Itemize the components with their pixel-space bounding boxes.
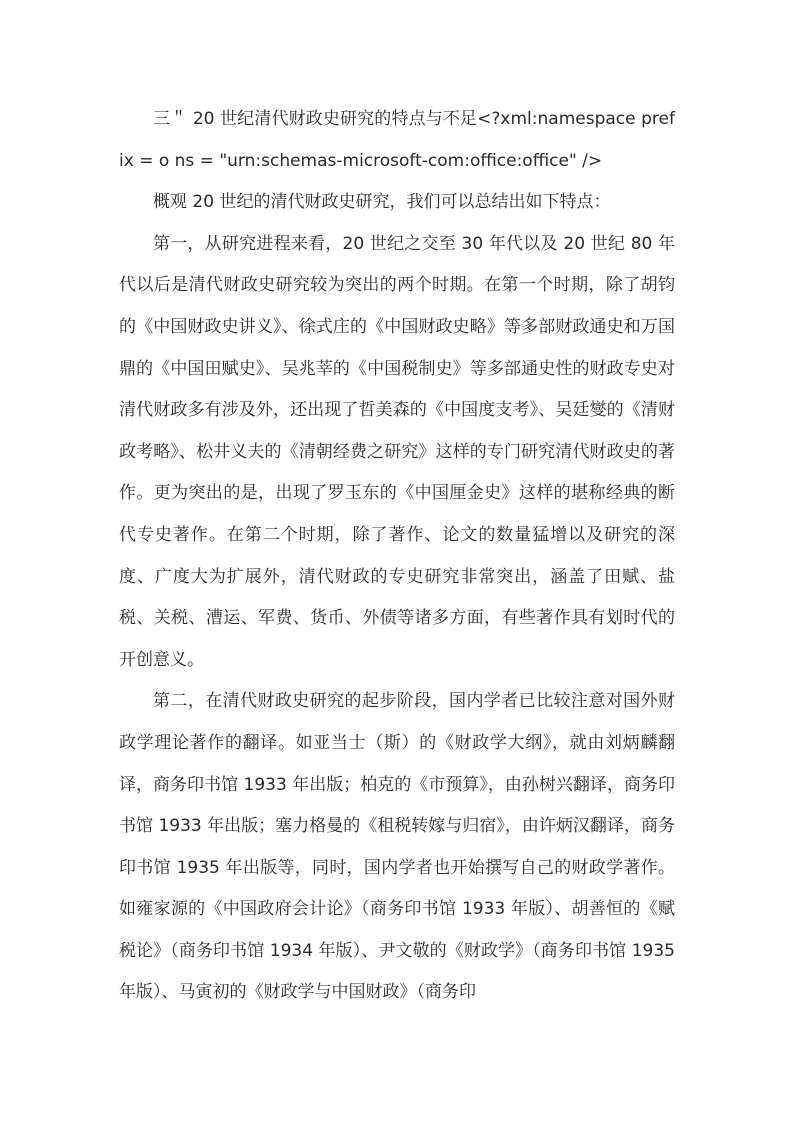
paragraph-first-point: 第一，从研究进程来看，20 世纪之交至 30 年代以及 20 世纪 80 年代以后是清代财政史研究较为突出的两个时期。在第一个时期，除了胡钧的《中国财政史讲义》、徐式庄的《中国财政史略》等多部财政通史和万国鼎的《中国田赋史》、吴兆莘的《中国税制史》等多部通史性的财政专史对清代财政多有涉及外，还出现了哲美森的《中国度支考》、吴廷燮的《清财政考略》、松井义夫的《清朝经费之研究》这样的专门研究清代财政史的著作。更为突出的是，出现了罗玉东的《中国厘金史》这样的堪称经典的断代专史著作。在第二个时期，除了著作、论文的数量猛增以及研究的深度、广度大为扩展外，清代财政的专史研究非常突出，涵盖了田赋、盐税、关税、漕运、军费、货币、外债等诸多方面，有些著作具有划时代的开创意义。 [119,233,675,670]
paragraph-second-point: 第二，在清代财政史研究的起步阶段，国内学者已比较注意对国外财政学理论著作的翻译。如亚当士（斯）的《财政学大纲》，就由刘炳麟翻译，商务印书馆 1933 年出版；柏克的《市预算》，由孙树兴翻译，商务印书馆 1933 年出版；塞力格曼的《租税转嫁与归宿》，由许炳汉翻译，商务印书馆 1935 年出版等，同时，国内学者也开始撰写自己的财政学著作。如雍家源的《中国政府会计论》（商务印书馆 1933 年版）、胡善恒的《赋税论》（商务印书馆 1934 年版）、尹文敬的《财政学》（商务印书馆 1935 年版）、马寅初的《财政学与中国财政》（商务印 [119,691,675,1003]
section-heading: 三＂ 20 世纪清代财政史研究的特点与不足<?xml:namespace prefix = o ns = "urn:schemas-microsoft-com:office:office" /> [119,109,675,171]
document-body [119,99,675,1014]
paragraph-intro: 概观 20 世纪的清代财政史研究，我们可以总结出如下特点： [153,192,611,213]
